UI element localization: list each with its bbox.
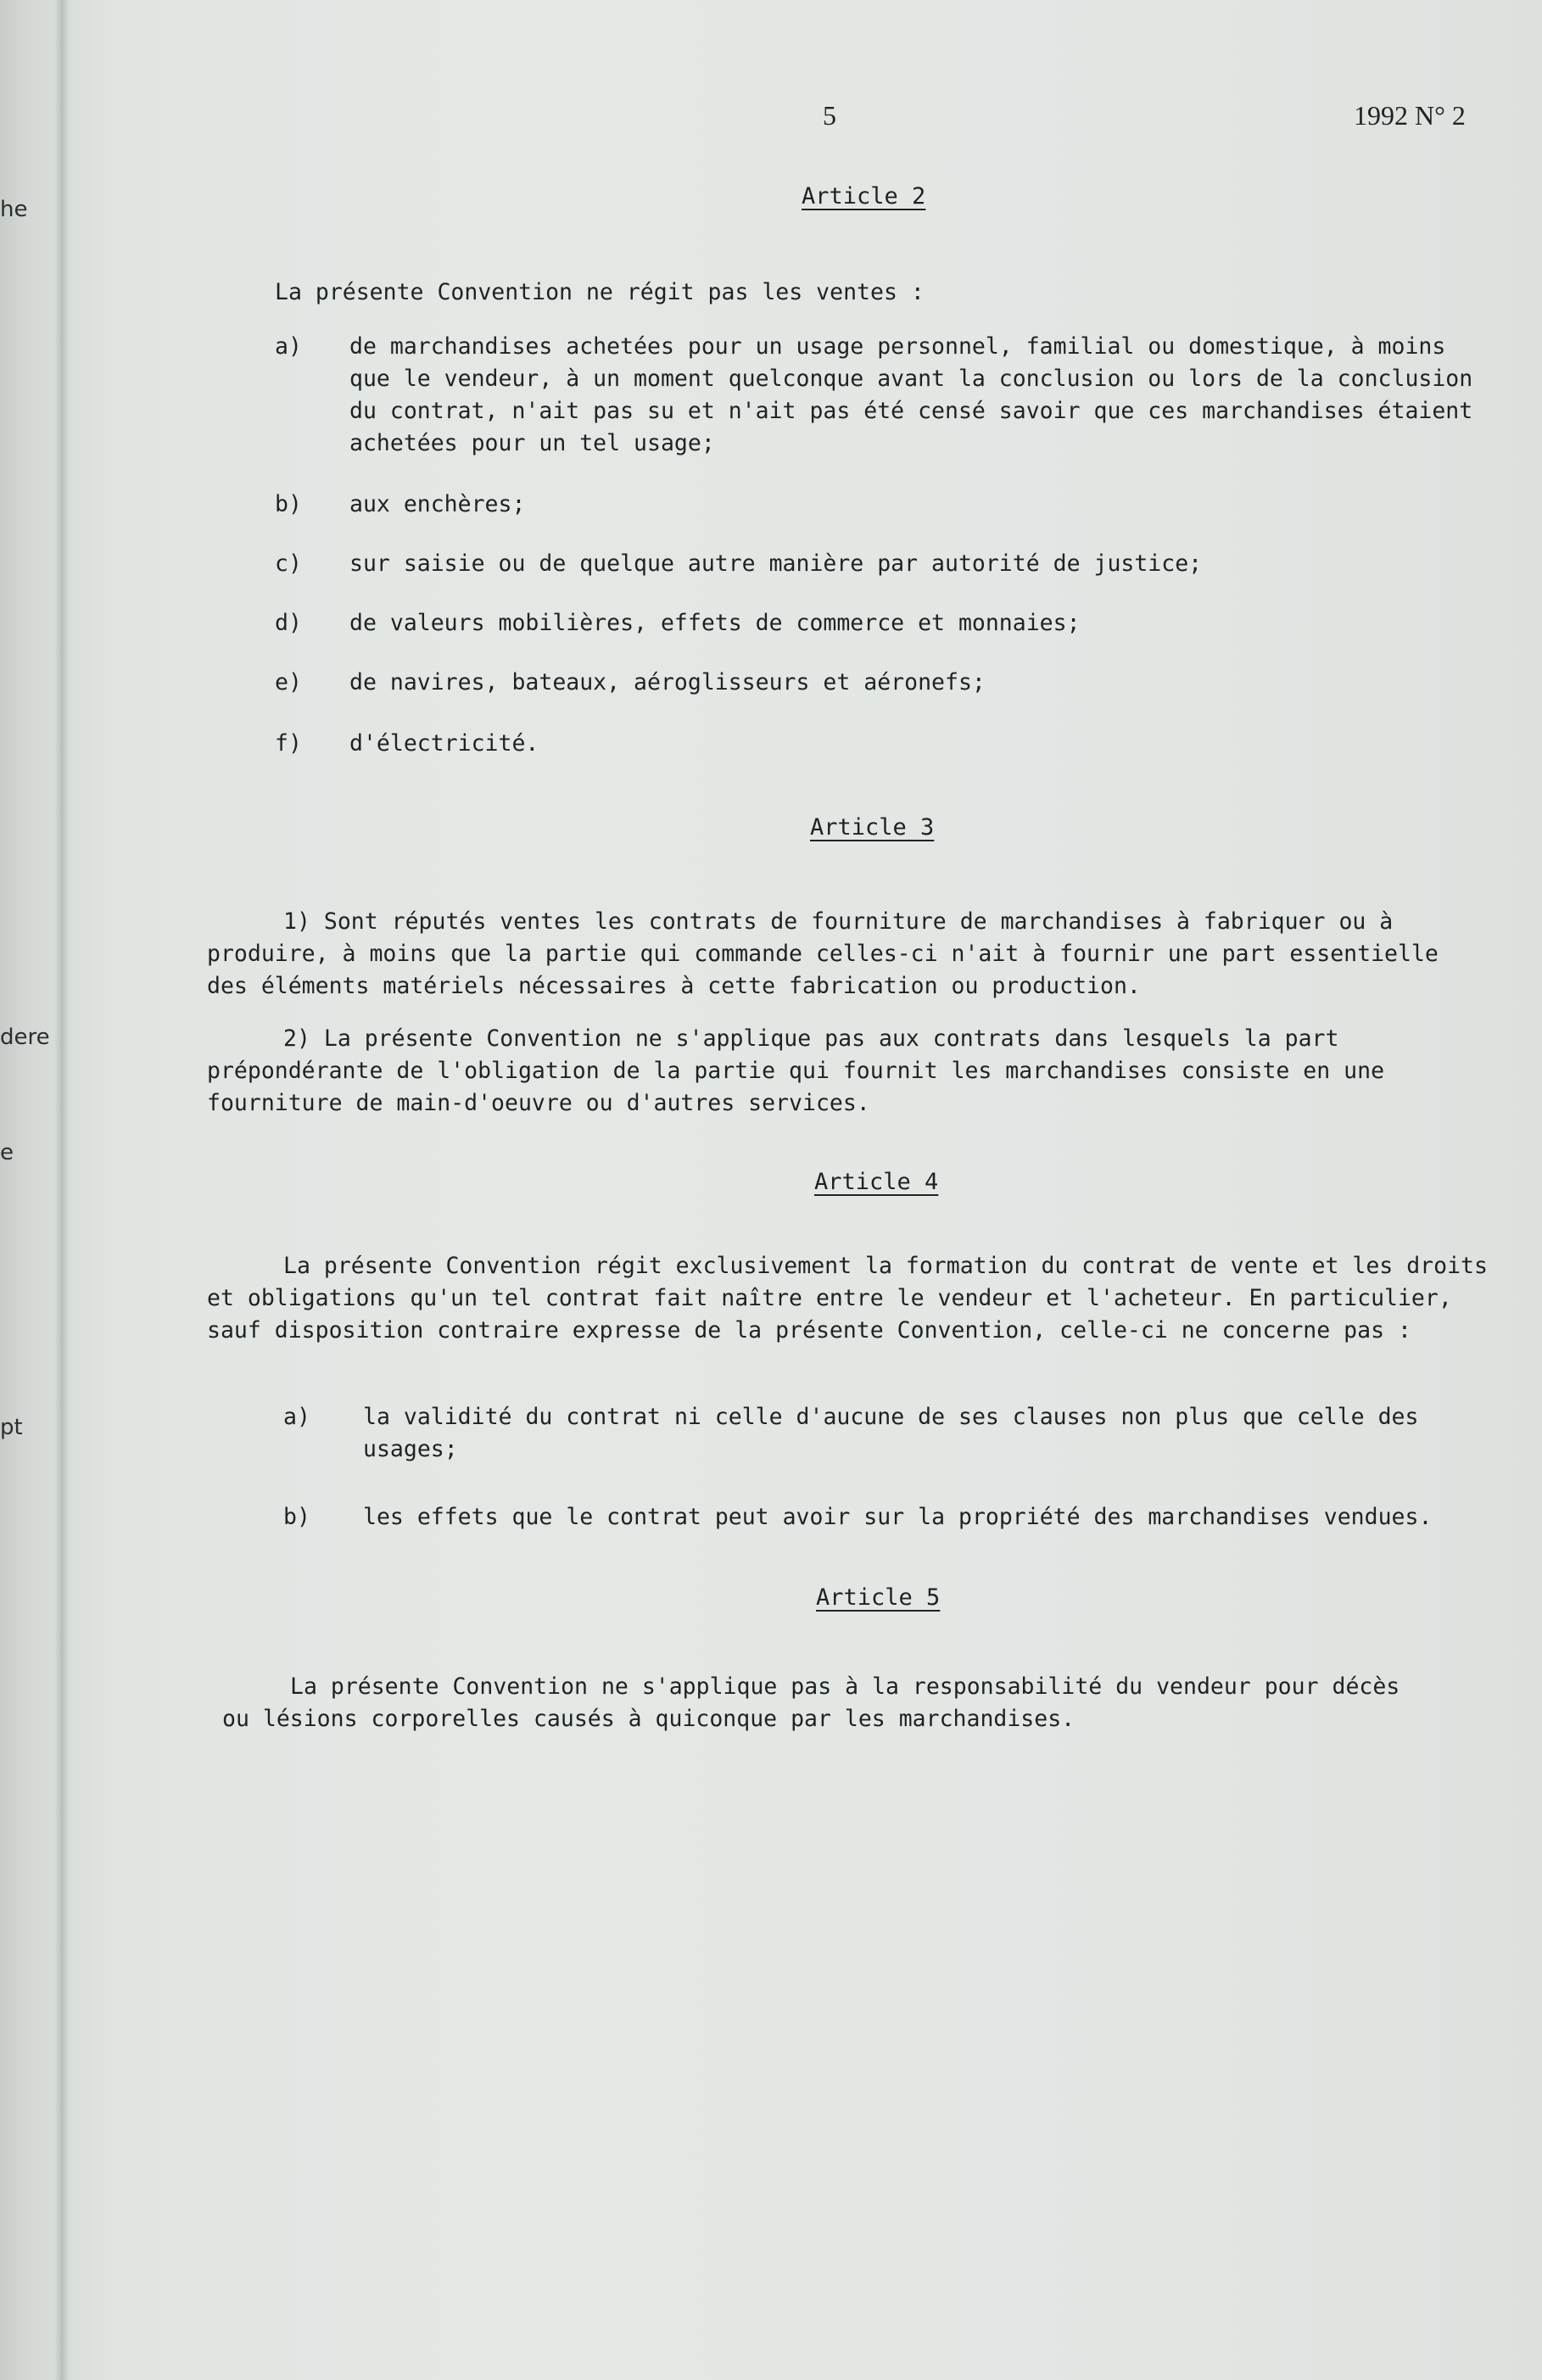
page-binding-shadow — [54, 0, 70, 2380]
item-letter: a) — [275, 333, 302, 360]
page-number: 5 — [823, 100, 836, 131]
item-text: la validité du contrat ni celle d'aucune de ses clauses non plus que celle des usages; — [363, 1404, 1419, 1462]
article-2-item-a — [275, 331, 1496, 467]
article-2-item-f — [275, 728, 1496, 762]
article-4-intro: La présente Convention régit exclusivement la formation du contrat de vente et les droits et obligations qu'un tel contrat fait naître entre le vendeur et l'acheteur. En particulier, sauf disposition contraire expresse de la présente Convention, celle-ci ne concerne pas : — [207, 1253, 1488, 1344]
margin-fragment: dere — [0, 1025, 50, 1050]
margin-fragment: e — [0, 1140, 14, 1165]
item-text: sur saisie ou de quelque autre manière par autorité de justice; — [349, 550, 1203, 577]
item-text: de navires, bateaux, aéroglisseurs et aéronefs; — [349, 669, 986, 696]
item-letter: e) — [275, 669, 302, 696]
item-text: d'électricité. — [349, 730, 539, 757]
article-3-paragraph-2: 2) La présente Convention ne s'applique pas aux contrats dans lesquels la part prépondérante de l'obligation de la partie qui fournit les marchandises consiste en une fourniture de main-d'oeuvre ou d'autres services. — [207, 1025, 1385, 1116]
article-5-heading: Article 5 — [816, 1584, 941, 1611]
item-text: les effets que le contrat peut avoir sur la propriété des marchandises vendues. — [363, 1504, 1433, 1530]
item-text: aux enchères; — [349, 491, 526, 517]
show-through-text — [136, 280, 148, 304]
article-2-item-d — [275, 607, 1496, 641]
item-text: de marchandises achetées pour un usage personnel, familial ou domestique, à moins que le vendeur, à un moment quelconque avant la conclusion ou lors de la conclusion du contrat, n'ait pas su et n'ait pas été censé savoir que ces marchandises étaient achetées pour un tel usage; — [349, 333, 1473, 456]
item-letter: b) — [275, 491, 302, 517]
article-4-item-a — [283, 1401, 1513, 1469]
document-reference: 1992 N° 2 — [1354, 100, 1466, 131]
item-letter: a) — [283, 1404, 310, 1430]
article-3-paragraph-1: 1) Sont réputés ventes les contrats de fourniture de marchandises à fabriquer ou à produire, à moins que la partie qui commande celles-ci n'ait à fournir une part essentielle des éléments matériels nécessaires à cette fabrication ou production. — [207, 908, 1439, 999]
article-4-heading: Article 4 — [814, 1169, 939, 1195]
margin-fragment: pt — [0, 1415, 23, 1440]
item-letter: f) — [275, 730, 302, 757]
item-letter: b) — [283, 1504, 310, 1530]
article-2-item-e — [275, 667, 1496, 701]
margin-fragment: he — [0, 197, 28, 222]
item-letter: c) — [275, 550, 302, 577]
item-letter: d) — [275, 610, 302, 636]
article-2-item-b — [275, 489, 1496, 522]
article-2-intro: La présente Convention ne régit pas les ventes : — [275, 279, 925, 305]
article-3-heading: Article 3 — [810, 814, 935, 841]
article-2-item-c — [275, 548, 1496, 582]
item-text: de valeurs mobilières, effets de commerce et monnaies; — [349, 610, 1081, 636]
article-5-text: La présente Convention ne s'applique pas à la responsabilité du vendeur pour décès ou lésions corporelles causés à quiconque par les marchandises. — [222, 1673, 1400, 1732]
article-4-item-b — [283, 1501, 1522, 1535]
article-2-heading: Article 2 — [802, 183, 926, 210]
